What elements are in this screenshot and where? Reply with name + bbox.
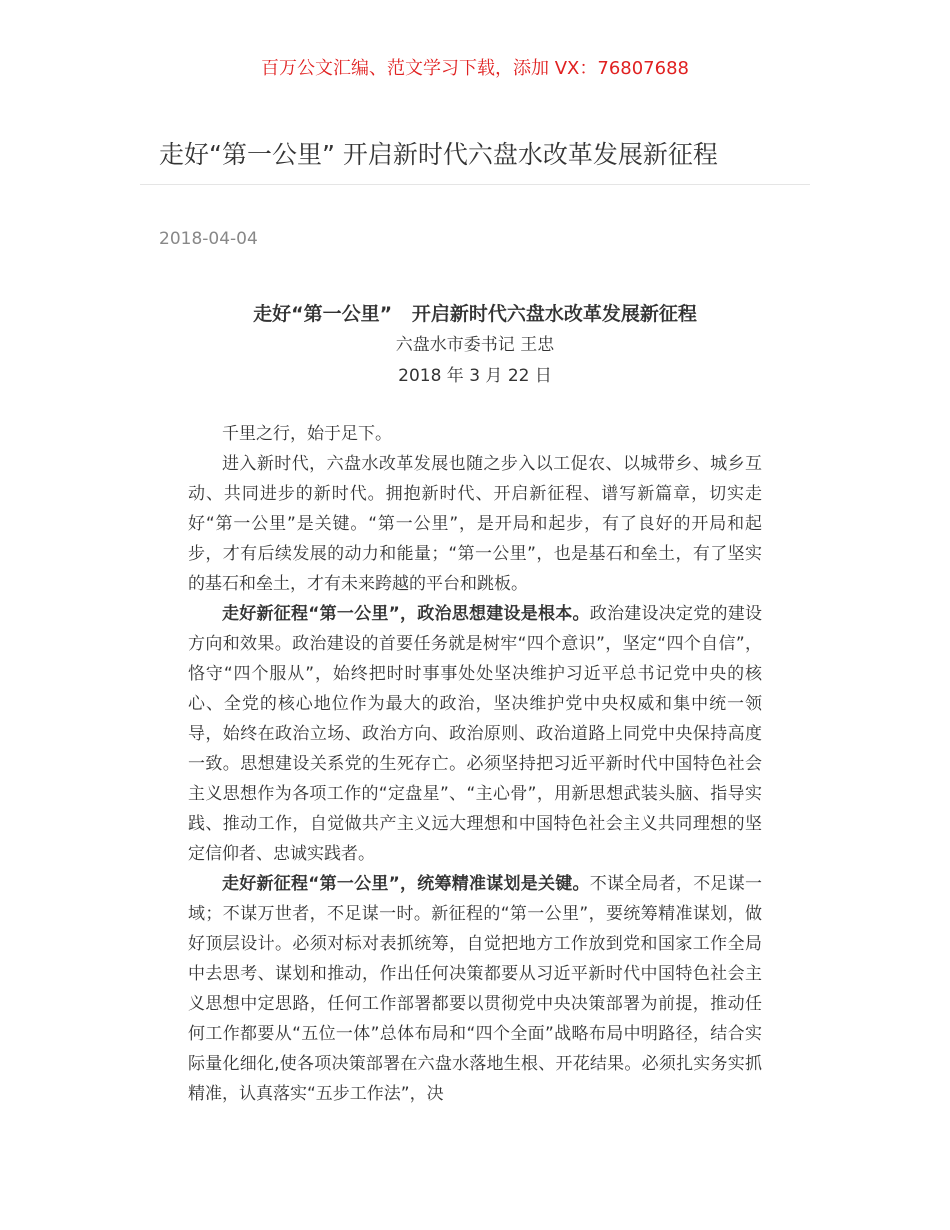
paragraph-text: 进入新时代，六盘水改革发展也随之步入以工促农、以城带乡、城乡互动、共同进步的新时代。拥抱新时代、开启新征程、谱写新篇章，切实走好“第一公里”是关键。“第一公里”，是开局和起步，有了良好的开局和起步，才有后续发展的动力和能量；“第一公里”，也是基石和垒土，有了坚实的基石和垒土，才有未来跨越的平台和跳板。 (188, 454, 762, 594)
title-divider (140, 184, 810, 185)
paragraph (188, 869, 762, 1109)
article-author: 六盘水市委书记 王忠 (395, 335, 555, 355)
article-header (188, 298, 762, 392)
paragraph (188, 449, 762, 599)
paragraph-text: 政治建设决定党的建设方向和效果。政治建设的首要任务就是树牢“四个意识”，坚定“四个自信”，恪守“四个服从”，始终把时时事事处处坚决维护习近平总书记党中央的核心、全党的核心地位作为最大的政治，坚决维护党中央权威和集中统一领导，始终在政治立场、政治方向、政治原则、政治道路上同党中央保持高度一致。思想建设关系党的生死存亡。必须坚持把习近平新时代中国特色社会主义思想作为各项工作的“定盘星”、“主心骨”，用新思想武装头脑、指导实践、推动工作，自觉做共产主义远大理想和中国特色社会主义共同理想的坚定信仰者、忠诚实践者。 (188, 604, 762, 864)
publish-date: 2018-04-04 (159, 229, 258, 249)
promo-banner: 百万公文汇编、范文学习下载，添加 VX：76807688 (261, 58, 689, 79)
article-title: 走好“第一公里” 开启新时代六盘水改革发展新征程 (253, 303, 697, 325)
page-title: 走好“第一公里” 开启新时代六盘水改革发展新征程 (159, 140, 718, 169)
paragraph (188, 599, 762, 869)
paragraph-lead: 走好新征程“第一公里”，统筹精准谋划是关键。 (222, 874, 590, 894)
paragraph (188, 419, 762, 449)
article-date: 2018 年 3 月 22 日 (398, 366, 552, 386)
paragraph-text: 不谋全局者，不足谋一域；不谋万世者，不足谋一时。新征程的“第一公里”，要统筹精准谋划，做好顶层设计。必须对标对表抓统筹，自觉把地方工作放到党和国家工作全局中去思考、谋划和推动，作出任何决策都要从习近平新时代中国特色社会主义思想中定思路，任何工作部署都要以贯彻党中央决策部署为前提，推动任何工作都要从“五位一体”总体布局和“四个全面”战略布局中明路径，结合实际量化细化,使各项决策部署在六盘水落地生根、开花结果。必须扎实务实抓精准，认真落实“五步工作法”，决 (188, 874, 762, 1104)
paragraph-text: 千里之行，始于足下。 (222, 424, 392, 444)
article-body (188, 419, 762, 1109)
paragraph-lead: 走好新征程“第一公里”，政治思想建设是根本。 (222, 604, 590, 624)
